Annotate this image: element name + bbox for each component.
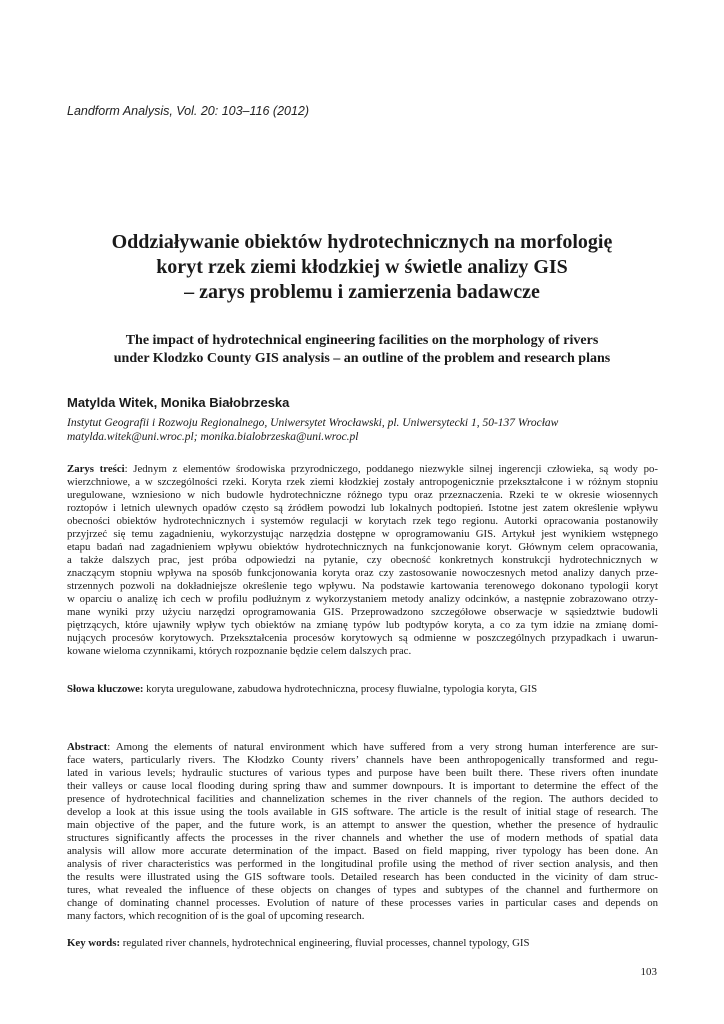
zarys-line: mane wyniki przy użyciu narzędzi oprogramowania GIS. Przeprowadzono szczegółowe obserwacje w sąsiedztwie budowli — [67, 606, 658, 618]
zarys-line: strzennych pozwoli na dokładniejsze określenie tego wpływu. Na podstawie kartowania terenowego dokonano typologii koryt — [67, 580, 658, 592]
title-polish — [40, 230, 684, 305]
abstract-label: Abstract — [67, 741, 108, 753]
authors: Matylda Witek, Monika Białobrzeska — [67, 395, 290, 410]
zarys-line: : Jednym z elementów środowiska przyrodniczego, poddanego niezwykle silnej ingerencji człowieka, są wody po- — [124, 463, 658, 475]
zarys-line: roztopów i letnich ulewnych opadów często są źródłem powodzi lub lokalnych podtopień. Istotne jest zatem określenie wpływu — [67, 502, 658, 514]
zarys-line: kowane wieloma czynnikami, których rozpoznanie będzie celem dalszych prac. — [67, 645, 412, 657]
abstract-line: main objective of the paper, and the future work, is an attempt to answer the question, whether the presence of hydraulic — [67, 819, 658, 831]
slowa-kluczowe — [67, 683, 658, 696]
abstract-line: analysis will allow more accurate determination of the impact. Based on field mapping, river typology has been done. An — [67, 845, 658, 857]
zarys-line: uregulowane, wzniesiono w nich budowle hydrotechniczne różnego typu oraz przeznaczenia. Rzeki te w okresie wiosennych — [67, 489, 658, 501]
title-english — [40, 332, 684, 368]
zarys-line: obecności obiektów hydrotechnicznych i systemów regulacji w korytach rzek tego regionu. Autorki opracowania postanowiły — [67, 515, 658, 527]
title-polish-line: koryt rzek ziemi kłodzkiej w świetle analizy GIS — [156, 256, 568, 278]
title-polish-line: – zarys problemu i zamierzenia badawcze — [184, 281, 540, 303]
abstract-line: face waters, particularly rivers. The Kłodzko County rivers’ channels have been anthropogenically transformed and regu- — [67, 754, 658, 766]
zarys-label: Zarys treści — [67, 463, 125, 475]
slowa-text: koryta uregulowane, zabudowa hydrotechniczna, procesy fluwialne, typologia koryta, GIS — [143, 683, 538, 695]
zarys-line: piętrzących, które ujawniły wpływ tych obiektów na zmianę typów lub podtypów koryta, a co za tym idzie na zmianę domi- — [67, 619, 658, 631]
abstract-line: : Among the elements of natural environment which have suffered from a very strong human interference are sur- — [107, 741, 658, 753]
zarys-line: a także dalszych prac, jest próba odpowiedzi na pytanie, czy obecność konkretnych konstrukcji hydrotechnicznych w — [67, 554, 658, 566]
title-english-line: under Klodzko County GIS analysis – an outline of the problem and research plans — [113, 351, 611, 366]
abstract-line: tures, what revealed the influence of these objects on changes of types and subtypes of the channel and furthermore on — [67, 884, 658, 896]
page-number: 103 — [640, 966, 657, 978]
abstract-paragraph — [67, 741, 658, 923]
abstract-line: the results were illustrated using the GIS software tools. Detailed research has been conducted in the vicinity of dam struc- — [67, 871, 658, 883]
title-english-line: The impact of hydrotechnical engineering facilities on the morphology of rivers — [125, 333, 599, 348]
abstract-line: presence of hydrotechnical facilities and channelization schemes in the river channels of the region. The authors decided to — [67, 793, 658, 805]
zarys-line: w oparciu o analizę ich cech w profilu podłużnym z wykorzystaniem metody analizy odcinków, a następnie zobrazowano otrzy- — [67, 593, 658, 605]
abstract-line: their valleys or cause local flooding during spring thaw and summer downpours. It is important to determine the effect of the — [67, 780, 658, 792]
abstract-line: analysis of river characteristics was performed in the longitudinal profile using the method of river section analysis, and then — [67, 858, 658, 870]
zarys-line: etapu badań nad zagadnieniem wpływu obiektów hydrotechnicznych na funkcjonowanie koryt. Głównym celem opracowania, — [67, 541, 658, 553]
slowa-label: Słowa kluczowe: — [67, 683, 144, 695]
journal-citation: Landform Analysis, Vol. 20: 103–116 (2012) — [67, 104, 310, 118]
abstract-line: lated in various levels; hydraulic stuctures of various types and purpose have been built there. These rivers often inundate — [67, 767, 658, 779]
zarys-line: przyjrzeć się temu zagadnieniu, wykorzystując narzędzia dostępne w oprogramowaniu GIS. Artykuł jest wynikiem wstępnego — [67, 528, 658, 540]
abstract-line: many factors, which recognition of is the goal of upcoming research. — [67, 910, 365, 922]
zarys-line: nujących procesów korytowych. Przekształcenia procesów korytowych są odmienne w poszczególnych przypadkach i uwarun- — [67, 632, 658, 644]
keywords-text: regulated river channels, hydrotechnical engineering, fluvial processes, channel typology, GIS — [120, 937, 530, 949]
key-words — [67, 937, 658, 950]
title-polish-line: Oddziaływanie obiektów hydrotechnicznych na morfologię — [111, 231, 613, 253]
zarys-tresci-paragraph — [67, 463, 658, 658]
affiliation-address: Instytut Geografii i Rozwoju Regionalnego, Uniwersytet Wrocławski, pl. Uniwersytecki 1, 50-137 Wrocław — [67, 417, 559, 429]
abstract-line: develop a look at this issue using the tools available in GIS software. The article is the result of initial stage of research. The — [67, 806, 658, 818]
affiliation — [67, 416, 667, 444]
abstract-line: change of dominating channel processes. Evolution of nature of these processes varies in particular cases and depends on — [67, 897, 658, 909]
keywords-label: Key words: — [67, 937, 121, 949]
author-emails: matylda.witek@uni.wroc.pl; monika.bialobrzeska@uni.wroc.pl — [67, 431, 359, 443]
zarys-line: znaczącym stopniu wpływa na sposób funkcjonowania koryta oraz czy zastosowanie nowoczesnych metod analizy danych prze- — [67, 567, 658, 579]
abstract-line: structures significantly affects the processes in the river channels and whether the use of modern methods of spatial data — [67, 832, 658, 844]
zarys-line: wierzchniowe, a w szczególności rzeki. Koryta rzek ziemi kłodzkiej zostały antropogenicznie przekształcone i w różnym stopniu — [67, 476, 658, 488]
